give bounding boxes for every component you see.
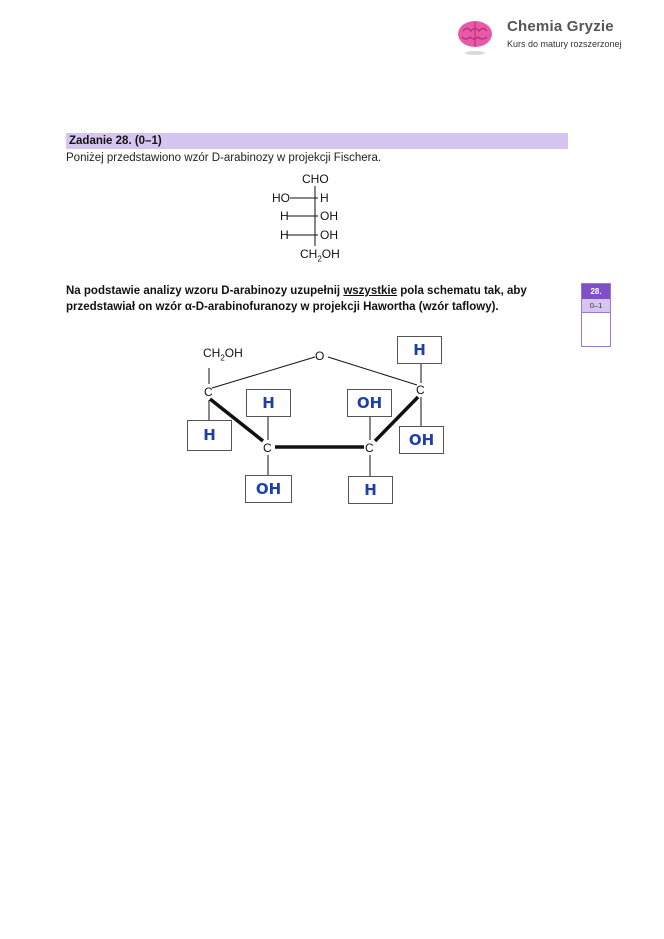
score-range: 0–1	[582, 299, 610, 313]
brand-subtitle: Kurs do matury rozszerzonej	[507, 39, 622, 49]
answer-box-c3-top[interactable]	[246, 389, 291, 417]
brain-icon	[455, 17, 495, 57]
fischer-row1-left: HO	[272, 191, 290, 205]
haworth-projection	[180, 335, 450, 510]
answer-box-c2-top[interactable]	[347, 389, 392, 417]
answer-c4-left: H	[203, 426, 216, 444]
instruction-underlined: wszystkie	[343, 285, 398, 297]
c1-label: C	[416, 383, 425, 397]
fischer-row3-right: OH	[320, 228, 338, 242]
task-header-bar	[66, 133, 568, 149]
brand-header	[455, 17, 655, 57]
fischer-top: CHO	[302, 172, 329, 186]
fischer-projection	[250, 170, 380, 265]
fischer-row2-left: H	[280, 209, 289, 223]
brand-title: Chemia Gryzie	[507, 18, 614, 35]
ch2oh-label: $CH_2OH$	[203, 346, 243, 363]
answer-c3-bottom: OH	[255, 480, 282, 498]
c2-label: C	[365, 441, 374, 455]
c4-label: C	[204, 385, 213, 399]
task-title: Zadanie 28. (0–1)	[69, 135, 162, 147]
task-instruction	[66, 283, 566, 315]
ring-oxygen-label: O	[315, 349, 325, 363]
instruction-text-1: Na podstawie analizy wzoru D-arabinozy uzupełnij	[66, 285, 344, 297]
answer-box-c2-bottom[interactable]	[348, 476, 393, 504]
fischer-bottom: $CH_2OH$	[300, 247, 340, 264]
score-number: 28.	[582, 284, 610, 299]
c3-label: C	[263, 441, 272, 455]
answer-c1-right: OH	[408, 431, 435, 449]
answer-box-c4-left[interactable]	[187, 420, 232, 451]
answer-c2-bottom: H	[364, 481, 377, 499]
fischer-row3-left: H	[280, 228, 289, 242]
answer-c1-top: H	[413, 341, 426, 359]
answer-c3-top: H	[262, 394, 275, 412]
answer-box-c3-bottom[interactable]	[245, 475, 292, 503]
answer-c2-top: OH	[356, 394, 383, 412]
fischer-row2-right: OH	[320, 209, 338, 223]
answer-box-c1-top[interactable]	[397, 336, 442, 364]
fischer-row1-right: H	[320, 191, 329, 205]
score-box	[581, 283, 611, 347]
task-intro: Poniżej przedstawiono wzór D-arabinozy w projekcji Fischera.	[66, 152, 382, 164]
instruction-text-2: pola schematu tak, aby przedstawiał on wzór α-D-arabinofuranozy w projekcji Hawortha (wzór taflowy).	[66, 285, 527, 313]
answer-box-c1-right[interactable]	[399, 426, 444, 454]
